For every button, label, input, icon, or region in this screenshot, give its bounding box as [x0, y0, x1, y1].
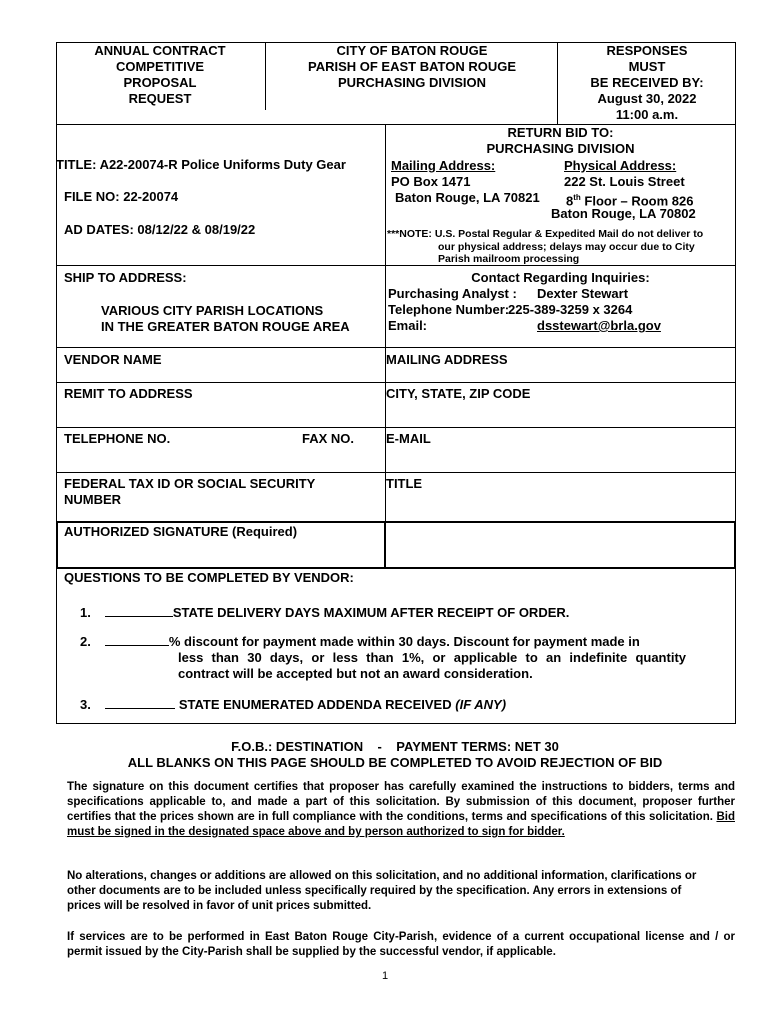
addenda-blank[interactable] — [105, 696, 175, 709]
header-right-line: BE RECEIVED BY: — [590, 75, 704, 90]
contact-labels — [388, 286, 517, 334]
email-field[interactable]: E-MAIL — [386, 431, 431, 446]
signature-requirement: Bid must be signed in the designated space above and by person authorized to sign for bidder. — [67, 811, 735, 838]
header-center-line: PURCHASING DIVISION — [337, 75, 487, 90]
contact-values — [508, 286, 661, 334]
mailing-address-line: Baton Rouge, LA 70821 — [395, 190, 540, 205]
physical-address-city: Baton Rouge, LA 70802 — [551, 206, 696, 221]
question-text: STATE ENUMERATED ADDENDA RECEIVED — [178, 697, 452, 712]
mail-note-line: Parish mailroom processing — [438, 253, 580, 265]
telephone-field[interactable]: TELEPHONE NO. — [64, 431, 171, 446]
ad-dates: AD DATES: 08/12/22 & 08/19/22 — [64, 222, 256, 237]
alterations-paragraph: No alterations, changes or additions are allowed on this solicitation, and no additional information, clarifications or other documents are to be included unless specifically required by the specification. Any errors in extensions of prices will be resolved in favor of unit prices submitted. — [67, 870, 697, 912]
file-number: FILE NO: 22-20074 — [64, 189, 179, 204]
header-left-line: REQUEST — [128, 91, 192, 106]
table-border-bottom — [56, 723, 736, 724]
question-number: 1. — [80, 605, 91, 620]
mail-note-line: our physical address; delays may occur due to City — [438, 240, 695, 253]
question-text: % discount for payment made within 30 days. Discount for payment made in — [168, 634, 640, 649]
mailing-address-line: PO Box 1471 — [391, 174, 471, 189]
floor-room: Floor – Room 826 — [580, 193, 694, 209]
return-bid-heading — [386, 125, 735, 157]
header-right-line: 11:00 a.m. — [615, 107, 679, 122]
email-label: Email: — [388, 318, 428, 333]
analyst-name: Dexter Stewart — [537, 286, 629, 301]
table-border-left — [56, 42, 57, 724]
table-border-right — [735, 42, 736, 724]
bid-title: TITLE: A22-20074-R Police Uniforms Duty Gear — [56, 157, 346, 172]
floor-suffix: th — [573, 193, 581, 202]
terms-line-2: ALL BLANKS ON THIS PAGE SHOULD BE COMPLETED TO AVOID REJECTION OF BID — [127, 755, 663, 770]
tax-id-label: FEDERAL TAX ID OR SOCIAL SECURITY — [64, 476, 316, 491]
terms-line-1: F.O.B.: DESTINATION - PAYMENT TERMS: NET 30 — [231, 739, 559, 754]
header-left-line: ANNUAL CONTRACT — [94, 43, 226, 58]
question-number: 2. — [80, 634, 91, 649]
row-divider-remit — [56, 382, 736, 383]
certification-paragraph — [67, 780, 735, 840]
phone-number: 225-389-3259 x 3264 — [508, 302, 633, 317]
question-qualifier: (IF ANY) — [455, 697, 507, 712]
header-right-line: MUST — [628, 59, 666, 74]
middle-divider — [385, 124, 386, 522]
header-divider-2 — [557, 42, 558, 124]
email-link[interactable]: dsstewart@brla.gov — [537, 318, 661, 333]
delivery-days-blank[interactable] — [105, 604, 173, 617]
mail-note — [387, 228, 703, 266]
question-2-continued — [178, 650, 686, 682]
question-number: 3. — [80, 697, 91, 712]
mailing-address-block — [391, 158, 540, 206]
header-right-line: August 30, 2022 — [597, 91, 697, 106]
header-center-line: CITY OF BATON ROUGE — [336, 43, 488, 58]
header-center-line: PARISH OF EAST BATON ROUGE — [307, 59, 516, 74]
title-field[interactable]: TITLE — [386, 476, 423, 491]
header-left-line: PROPOSAL — [123, 75, 197, 90]
physical-address-line: 222 St. Louis Street — [564, 174, 685, 189]
header-left-line: COMPETITIVE — [115, 59, 205, 74]
question-1 — [80, 604, 569, 621]
question-text: contract will be accepted but not an award consideration. — [178, 666, 533, 681]
license-paragraph: If services are to be performed in East Baton Rouge City-Parish, evidence of a current occupational license and / or permit issued by the City-Parish shall be supplied by the successful vendor, if applicable. — [67, 931, 735, 958]
header-center — [268, 43, 556, 91]
return-bid-to: RETURN BID TO: — [507, 125, 614, 140]
questions-heading: QUESTIONS TO BE COMPLETED BY VENDOR: — [64, 570, 354, 585]
ship-to-line: VARIOUS CITY PARISH LOCATIONS — [101, 303, 324, 318]
mail-note-line: ***NOTE: U.S. Postal Regular & Expedited Mail do not deliver to — [387, 228, 704, 240]
header-left — [60, 43, 260, 107]
floor-number: 8 — [566, 193, 574, 209]
mailing-address-label: Mailing Address: — [391, 158, 496, 173]
signature-divider — [384, 521, 386, 569]
contact-heading: Contact Regarding Inquiries: — [471, 270, 650, 285]
row-divider-taxid — [56, 472, 736, 473]
analyst-label: Purchasing Analyst : — [388, 286, 517, 301]
row-divider-vendor — [56, 347, 736, 348]
question-3 — [80, 696, 506, 713]
physical-address-block — [564, 158, 694, 209]
physical-address-label: Physical Address: — [564, 158, 677, 173]
ship-to-line: IN THE GREATER BATON ROUGE AREA — [101, 319, 350, 334]
fax-field[interactable]: FAX NO. — [302, 431, 355, 446]
tax-id-field[interactable] — [64, 476, 315, 508]
page-number: 1 — [381, 970, 389, 982]
question-text: less than 30 days, or less than 1%, or applicable to an indefinite quantity — [178, 650, 686, 665]
mailing-address-field[interactable]: MAILING ADDRESS — [386, 352, 508, 367]
city-state-zip-field[interactable]: CITY, STATE, ZIP CODE — [386, 386, 531, 401]
vendor-name-field[interactable]: VENDOR NAME — [64, 352, 162, 367]
phone-label: Telephone Number: — [388, 302, 510, 317]
remit-to-field[interactable]: REMIT TO ADDRESS — [64, 386, 193, 401]
ship-to-address — [101, 303, 350, 335]
signature-label: AUTHORIZED SIGNATURE (Required) — [64, 524, 298, 539]
header-right — [559, 43, 735, 123]
question-2 — [80, 633, 640, 650]
header-right-line: RESPONSES — [606, 43, 688, 58]
row-divider-phone — [56, 427, 736, 428]
ship-to-label: SHIP TO ADDRESS: — [64, 270, 187, 285]
discount-blank[interactable] — [105, 633, 169, 646]
certification-text: The signature on this document certifies that proposer has carefully examined the instructions to bidders, terms and specifications applicable to, and made a part of this solicitation. By submission of this document, proposer further certifies that the prices shown are in full compliance with the conditions, terms and specifications of this solicitation. — [67, 781, 735, 823]
header-divider-1 — [265, 42, 266, 110]
return-bid-division: PURCHASING DIVISION — [486, 141, 635, 156]
tax-id-label: NUMBER — [64, 492, 122, 507]
question-text: STATE DELIVERY DAYS MAXIMUM AFTER RECEIPT OF ORDER. — [172, 605, 570, 620]
